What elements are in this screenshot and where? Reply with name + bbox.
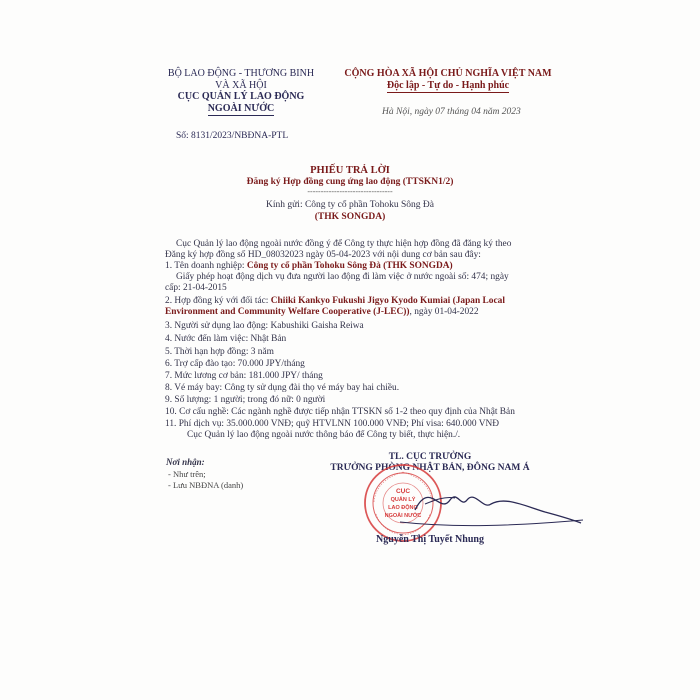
signer-name: Nguyễn Thị Tuyết Nhung <box>376 534 484 545</box>
item-company-label: 1. Tên doanh nghiệp: <box>165 261 247 271</box>
agency-header <box>160 68 322 116</box>
recipient-line2: - Lưu NBĐNA (danh) <box>168 480 244 490</box>
stamp-text-1: CỤC <box>395 488 411 495</box>
handwritten-signature <box>395 470 585 540</box>
item-company-value: Công ty cổ phần Tohoku Sông Đà (THK SONGDA) <box>246 261 453 271</box>
item-partner-line2 <box>165 307 479 318</box>
item-company-license: Giấy phép hoạt động dịch vụ đưa người lao động đi làm việc ở nước ngoài số: 474; ngày <box>176 272 509 282</box>
stamp-text-3: LAO ĐỘNG <box>388 505 418 511</box>
item-partner-label: 2. Hợp đồng ký với đối tác: <box>165 296 271 306</box>
intro-line1: Cục Quản lý lao động ngoài nước đồng ý để Công ty thực hiện hợp đồng đã đăng ký theo <box>176 239 512 249</box>
ministry-line2: VÀ XÃ HỘI <box>215 79 267 91</box>
department-line2: NGOÀI NƯỚC <box>208 103 275 117</box>
national-header <box>330 68 566 93</box>
title-separator: -------------------------------- <box>307 187 393 196</box>
item-quantity: 9. Số lượng: 1 người; trong đó nữ: 0 người <box>165 395 326 405</box>
item-company-license-date: cấp: 21-04-2015 <box>165 283 227 293</box>
item-partner-value: Chiiki Kankyo Fukushi Jigyo Kyodo Kumiai (Japan Local <box>270 296 505 306</box>
item-duration: 5. Thời hạn hợp đồng: 3 năm <box>165 347 274 357</box>
intro-line2: Đăng ký hợp đồng số HD_08032023 ngày 05-04-2023 với nội dung cơ bản sau đây: <box>165 250 481 260</box>
signature-title2: TRƯỞNG PHÒNG NHẬT BẢN, ĐÔNG NAM Á <box>330 463 530 473</box>
closing-line: Cục Quản lý lao động ngoài nước thông báo để Công ty biết, thực hiện./. <box>187 430 461 440</box>
item-partner <box>165 296 505 307</box>
addressee-line: Kính gửi: Công ty cổ phần Tohoku Sông Đà <box>266 200 434 210</box>
document-number: Số: 8131/2023/NBĐNA-PTL <box>176 131 289 141</box>
item-partner-value-2: Environment and Community Welfare Cooperative (J-LEC)) <box>165 307 410 317</box>
recipient-line1: - Như trên; <box>168 469 206 479</box>
item-airfare: 8. Vé máy bay: Công ty sử dụng đài thọ vé máy bay hai chiều. <box>165 383 400 393</box>
item-employer: 3. Người sử dụng lao động: Kabushiki Gaisha Reiwa <box>165 321 364 331</box>
item-occupations: 10. Cơ cấu nghề: Các ngành nghề được tiếp nhận TTSKN số 1-2 theo quy định của Nhật Bản <box>165 407 515 417</box>
document-date: Hà Nội, ngày 07 tháng 04 năm 2023 <box>382 107 521 117</box>
item-base-salary: 7. Mức lương cơ bản: 181.000 JPY/ tháng <box>165 371 323 381</box>
department-line1: CỤC QUẢN LÝ LAO ĐỘNG <box>177 91 305 102</box>
ministry-line1: BỘ LAO ĐỘNG - THƯƠNG BINH <box>167 68 315 79</box>
signature-title1: TL. CỤC TRƯỞNG <box>388 452 472 462</box>
item-company <box>165 261 453 272</box>
national-title: CỘNG HÒA XÃ HỘI CHỦ NGHĨA VIỆT NAM <box>344 68 552 79</box>
item-partner-date: , ngày 01-04-2022 <box>409 307 479 317</box>
national-motto: Độc lập - Tự do - Hạnh phúc <box>386 80 510 91</box>
item-country: 4. Nước đến làm việc: Nhật Bản <box>165 334 287 344</box>
document-title: PHIẾU TRẢ LỜI <box>310 165 390 176</box>
stamp-text-4: NGOÀI NƯỚC <box>384 513 422 519</box>
document-subtitle: Đăng ký Hợp đồng cung ứng lao động (TTSKN1/2) <box>246 177 454 187</box>
item-training-allowance: 6. Trợ cấp đào tạo: 70.000 JPY/tháng <box>165 359 305 369</box>
stamp-text-2: QUẢN LÝ <box>390 497 416 503</box>
item-fees: 11. Phí dịch vụ: 35.000.000 VNĐ; quỹ HTVLNN 100.000 VNĐ; Phí visa: 640.000 VNĐ <box>165 419 500 429</box>
recipients-label: Nơi nhận: <box>166 457 205 467</box>
addressee-short: (THK SONGDA) <box>314 212 386 222</box>
